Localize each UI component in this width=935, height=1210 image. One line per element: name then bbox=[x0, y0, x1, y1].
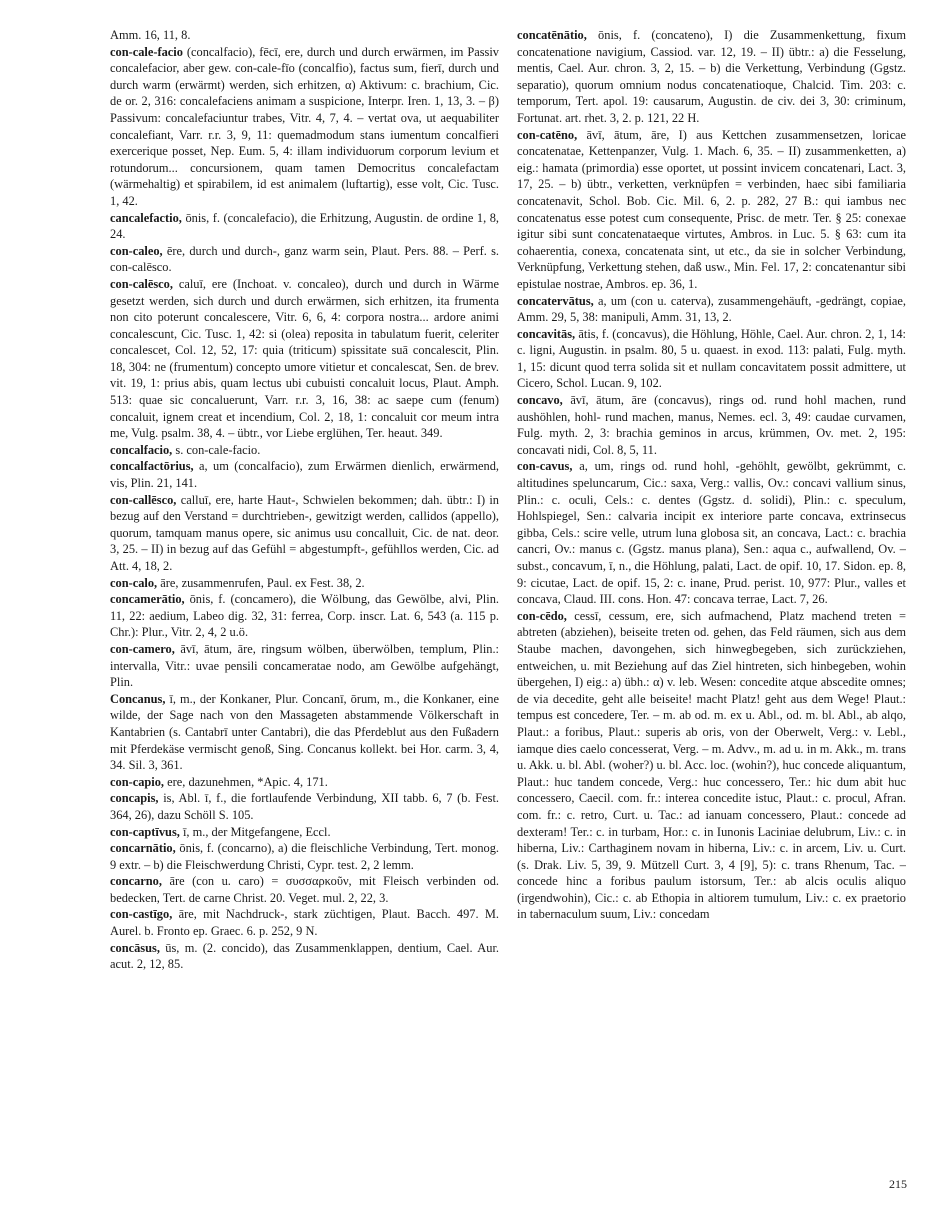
entry-definition: Amm. 16, 11, 8. bbox=[110, 28, 191, 42]
entry-definition: ēre, durch und durch-, ganz warm sein, Plaut. Pers. 88. – Perf. s. con-calēsco. bbox=[110, 243, 499, 275]
dictionary-entry bbox=[517, 392, 906, 458]
entry-headword: con-capio, bbox=[110, 774, 165, 789]
dictionary-entry bbox=[110, 940, 499, 973]
entry-headword: concavo, bbox=[517, 393, 563, 408]
dictionary-entry bbox=[110, 458, 499, 491]
entry-headword: concalfactōrius, bbox=[110, 459, 194, 474]
dictionary-entry bbox=[110, 44, 499, 210]
entry-definition: cessī, cessum, ere, sich aufmachend, Platz machend treten = abtreten (abziehen), beiseite treten od. gehen, das Feld räumen, sich aus dem Staube machen, davongehen, sich hinwegbegeben, sich zurückziehen, entweichen, u. mit Beziehung auf das Ziel hintreten, sich hinbegeben, wohin übergehen, I) eig.: a) übh.: α) v. leb. Wesen: concedite atque abscedite omnes; de via decedite, geht alle beiseite! macht Platz! geht aus dem Wege! Plaut.: tempus est concedere, Ter. – m. ab od. m. ex u. Abl., od. m. bl. Abl., ab alqo, Plaut.: a foribus, Plaut.: superis ab oris, von der Oberwelt, Verg.: v. Lebl., iamque dies caelo concesserat, Verg. – m. Advv., m. ad u. in m. Akk., m. trans u. Akk. u. bl. Abl. (woher?) u. bl. Acc. loc. (wohin?), huc concede aliquantum, Plaut.: huc tandem concede, Verg.: huc concessero, Ter.: hic dum abit huc concessero, Caecil. com. fr.: interea concedite istuc, Plaut.: c. procul, Afran. com. fr.: c. retro, Curt. u. Tac.: ad ianuam concessero, Plaut.: concede ad dexteram! Ter.: c. in turbam, Hor.: c. in Iunonis Laciniae delubrum, Liv.: c. in hiberna, Liv.: Carthaginem novam in hiberna, Liv.: c. in arcem, Liv. u. Curt. (s. Drak. Liv. 5, 39, 9. Mützell Curt. 3, 4 [9], 5): c. trans Rhenum, Tac. – concede hinc a foribus paulum istorsum, Ter.: ab alcis oculis aliquo (irgendwohin), Cic.: c. ab Ethopia in altiorem tumulum, Liv.: c. ex praetorio in tabernaculum suum, Liv.: concedam bbox=[517, 608, 906, 922]
dictionary-entry bbox=[110, 243, 499, 276]
dictionary-entry bbox=[517, 458, 906, 607]
dictionary-entry bbox=[110, 27, 499, 44]
entry-headword: con-calēsco, bbox=[110, 276, 173, 291]
entry-headword: concapis, bbox=[110, 791, 159, 806]
entry-headword: con-camero, bbox=[110, 641, 175, 656]
entry-headword: concarnātio, bbox=[110, 841, 176, 856]
dictionary-entry bbox=[517, 27, 906, 127]
dictionary-entry bbox=[110, 790, 499, 823]
entry-headword: concarno, bbox=[110, 874, 162, 889]
dictionary-entry bbox=[110, 824, 499, 841]
dictionary-entry bbox=[110, 210, 499, 243]
dictionary-entry bbox=[517, 608, 906, 923]
entry-headword: con-callēsco, bbox=[110, 492, 177, 507]
dictionary-entry bbox=[110, 591, 499, 641]
entry-definition: āre (con u. caro) = συσσαρκοῦν, mit Fleisch verbinden od. bedecken, Tert. de carne Christ. 20. Veget. mul. 2, 22, 3. bbox=[110, 874, 499, 905]
entry-definition: (concalfacio), fēcī, ere, durch und durch erwärmen, im Passiv concalefacior, aber gew. con-cale-fīo (concalfio), factus sum, fierī, durch und durch warm (erwärmt) werden, sich erhitzen, α) Aktivum: c. brachium, Cic. de or. 2, 316: concalefaciens animam a suspicione, Interpr. Iren. 1, 13, 3. – β) Passivum: concalefaciuntur trabes, Vitr. 4, 7, 4. – vertat ova, ut aequabiliter concalefiant, Varr. r.r. 3, 9, 11: quemadmodum stans iumentum concalfieri exercerique posset, Nep. Eum. 5, 4: illam individuorum corporum levium et rotundorum... concursionem, quam tamen Democritus concalefactam (wärmehaltig) et spirabilem, id est animalem (luftartig), esse volt, Cic. Tusc. 1, 42. bbox=[110, 44, 499, 208]
entry-headword: con-cēdo, bbox=[517, 608, 567, 623]
entry-definition: a, um (con u. caterva), zusammengehäuft, -gedrängt, copiae, Amm. 29, 5, 38: manipuli, Amm. 31, 13, 2. bbox=[517, 293, 906, 325]
dictionary-entry bbox=[110, 276, 499, 442]
entry-definition: ōnis, f. (concamero), die Wölbung, das Gewölbe, alvi, Plin. 11, 22: aedium, Labeo dig. 32, 31: ferrea, Corp. inscr. Lat. 6, 543 (a. 115 p. Chr.): Plur., Vitr. 2, 4, 2 u.ö. bbox=[110, 592, 499, 640]
dictionary-entry bbox=[110, 774, 499, 791]
dictionary-entry bbox=[110, 575, 499, 592]
entry-headword: concamerātio, bbox=[110, 592, 185, 607]
entry-headword: concavitās, bbox=[517, 326, 576, 341]
entry-definition: ī, m., der Konkaner, Plur. Concanī, ōrum, m., die Konkaner, eine wilde, der Sage nach von den Massageten abstammende Völkerschaft in Kantabrien (s. Cantabrī unter Cantabri), die das Pferdeblut aus den Fußadern mit Pferdekäse vermischt genoß, Sing. Concanus kollekt. bei Hor. carm. 3, 4, 34. Sil. 3, 361. bbox=[110, 691, 499, 773]
dictionary-entry bbox=[110, 442, 499, 459]
entry-definition: a, um (concalfacio), zum Erwärmen dienlich, erwärmend, vis, Plin. 21, 141. bbox=[110, 459, 499, 491]
entry-headword: concāsus, bbox=[110, 940, 160, 955]
dictionary-entry bbox=[110, 691, 499, 774]
entry-definition: caluī, ere (Inchoat. v. concaleo), durch und durch in Wärme gesetzt werden, sich durch und durch erwärmen, sich erhitzen, ita frumenta non cito poterunt concalescere, Vitr. 6, 6, 4: corpora nostra... ardore animi concalescunt, Cic. Tusc. 1, 42: si (olea) reposita in tabulatum fuerit, celeriter concalescet, Col. 12, 52, 17: quia (triticum) spissitate suā concalescit, Plin. 18, 304: ne (frumentum) concepto umore vitietur et concalescat, Sen. de brev. vit. 19, 1: prius abis, quam lectus ubi cubuisti concaluit locus, Plaut. Amph. 513: quae sic concaluerunt, Varr. r.r. 3, 16, 38: ac saepe cum (fenum) concaluit, ignem creat et incendium, Col. 2, 18, 1: concaluit cor meum intra me, Vulg. psalm. 38, 4. – übtr., vor Liebe erglühen, Ter. heaut. 349. bbox=[110, 276, 499, 441]
entry-headword: con-castīgo, bbox=[110, 907, 173, 922]
entry-definition: ōnis, f. (concarno), a) die fleischliche Verbindung, Tert. monog. 9 extr. – b) die Fleischwerdung Christi, Cypr. test. 2, 2 lemm. bbox=[110, 841, 499, 872]
entry-headword: Concanus, bbox=[110, 691, 166, 706]
entry-headword: concalfacio, bbox=[110, 442, 173, 457]
entry-definition: ī, m., der Mitgefangene, Eccl. bbox=[182, 824, 331, 839]
entry-definition: ūs, m. (2. concido), das Zusammenklappen, dentium, Cael. Aur. acut. 2, 12, 85. bbox=[110, 940, 499, 972]
dictionary-entry bbox=[517, 293, 906, 326]
dictionary-entry bbox=[110, 873, 499, 906]
dictionary-entry bbox=[517, 127, 906, 293]
page-number: 215 bbox=[889, 1177, 907, 1191]
entry-headword: con-captīvus, bbox=[110, 824, 180, 839]
entry-definition: ōnis, f. (concalefacio), die Erhitzung, Augustin. de ordine 1, 8, 24. bbox=[110, 210, 499, 242]
entry-definition: a, um, rings od. rund hohl, -gehöhlt, gewölbt, gekrümmt, c. altitudines speluncarum, Cic.: saxa, Verg.: vallis, Ov.: concavi vallium sinus, Plin.: c. oculi, Cels.: c. dentes (Ggstz. d. solidi), Plin.: c. speculum, Hohlspiegel, Sen.: calvaria incipit ex interiore parte concava, extrinsecus gibba, Cels.: scire velle, utrum luna globosa sit, an concava, Lact.: c. brachia cancri, Ov.: manus c. (Ggstz. manus plana), Sen.: aqua c., aufwallend, Ov. – subst., concavum, ī, n., die Höhlung, palati, Lact. de opif. 10, 17. Sidon. ep. 8, 9: cicutae, Lact. de opif. 15, 2: c. inane, Prud. perist. 10, 977: Plur., valles et concava, Claud. III. cons. Hon. 47: concava terrae, Lact. 7, 26. bbox=[517, 459, 906, 607]
entry-definition: āvī, ātum, āre (concavus), rings od. rund hohl machen, rund aushöhlen, hohl- rund machen, manus, Nemes. ecl. 3, 49: caudae curvamen, Fulg. myth. 2, 3: brachia geminos in arcus, krümmen, Ov. met. 2, 195: concavati nidi, Col. 8, 5, 11. bbox=[517, 393, 906, 457]
entry-definition: āre, zusammenrufen, Paul. ex Fest. 38, 2. bbox=[160, 575, 365, 590]
dictionary-entry bbox=[110, 840, 499, 873]
entry-headword: con-catēno, bbox=[517, 127, 578, 142]
entry-definition: āre, mit Nachdruck-, stark züchtigen, Plaut. Bacch. 497. M. Aurel. b. Fronto ep. Graec. 6. p. 252, 9 N. bbox=[110, 907, 499, 939]
entry-headword: cancalefactio, bbox=[110, 210, 182, 225]
left-column bbox=[110, 27, 499, 1175]
entry-headword: con-cavus, bbox=[517, 459, 573, 474]
entry-definition: āvī, ātum, āre, ringsum wölben, überwölben, templum, Plin.: intervalla, Vitr.: uvae pensili concameratae nodo, am Gewölbe aufgehängt, Plin. bbox=[110, 641, 499, 690]
right-column bbox=[517, 27, 906, 1175]
entry-headword: con-caleo, bbox=[110, 243, 163, 258]
dictionary-entry bbox=[110, 492, 499, 575]
entry-definition: calluī, ere, harte Haut-, Schwielen bekommen; dah. übtr.: I) in bezug auf den Verstand = durchtrieben-, gewitzigt werden, callidos (appello), quorum, tamquam manus opere, sic animus usu concalluit, Cic. de nat. deor. 3, 25. – II) in bezug auf das Gefühl = abgestumpft-, gefühllos werden, Cic. ad Att. 4, 18, 2. bbox=[110, 492, 499, 573]
entry-definition: is, Abl. ī, f., die fortlaufende Verbindung, XII tabb. 6, 7 (b. Fest. 364, 26), dazu Schöll S. 105. bbox=[110, 791, 499, 822]
entry-headword: con-calo, bbox=[110, 575, 158, 590]
entry-definition: ātis, f. (concavus), die Höhlung, Höhle, Cael. Aur. chron. 2, 1, 14: c. ligni, Augustin. in psalm. 80, 5 u. quaest. in exod. 113: palati, Fulg. myth. 1, 15: dicunt quod terra solida sit et nullam concavitatem possit admittere, ut Cicero, Schol. Lucan. 9, 102. bbox=[517, 326, 906, 391]
entry-definition: ōnis, f. (concateno), I) die Zusammenkettung, fixum concatenatione navigium, Cassiod. var. 12, 19. – II) übtr.: a) die Fesselung, mentis, Cael. Aur. chron. 3, 2, 15. – b) die Verkettung, Verbindung (Ggstz. separatio), quorum omnium nodus concatenatioque, Chalcid. Tim. 203: c. temporum, Tert. apol. 19: causarum, Augustin. de civ. dei 3, 30: criminum, Fortunat. art. rhet. 3, 2. p. 121, 22 H. bbox=[517, 28, 906, 125]
dictionary-entry bbox=[110, 641, 499, 691]
dictionary-entry bbox=[517, 326, 906, 392]
entry-headword: con-cale-facio bbox=[110, 44, 183, 59]
entry-definition: āvī, ātum, āre, I) aus Kettchen zusammensetzen, loricae concatenatae, Kettenpanzer, Vulg. 1. Mach. 6, 35. – II) zusammenketten, a) eig.: hamata (primordia) esse oportet, ut possint invicem concatenari, Lact. 3, 17, 25. – b) übtr., verketten, verknüpfen = verbinden, haec sibi familiaria concatenavit, Schol. Bob. Cic. Mil. 6, 2. p. 282, 27 B.: qui iambus nec concatenatus esse potest cum consequente, Prisc. de metr. Ter. § 25: conexae igitur sibi sunt concatenataeque virtutes, Ambros. in Luc. 5. § 63: cum ita cohaerentia, conexa, concatenata sint, ut etc., da sie in solcher Verbindung, Verknüpfung, Verkettung stehen, daß usw., Min. Fel. 17, 2: concatenantur sibi epistulae nostrae, Ambros. ep. 36, 1. bbox=[517, 127, 906, 291]
entry-headword: concatēnātio, bbox=[517, 28, 587, 42]
entry-headword: concatervātus, bbox=[517, 293, 594, 308]
dictionary-entry bbox=[110, 906, 499, 939]
entry-definition: ere, dazunehmen, *Apic. 4, 171. bbox=[167, 774, 328, 789]
entry-definition: s. con-cale-facio. bbox=[175, 442, 261, 457]
